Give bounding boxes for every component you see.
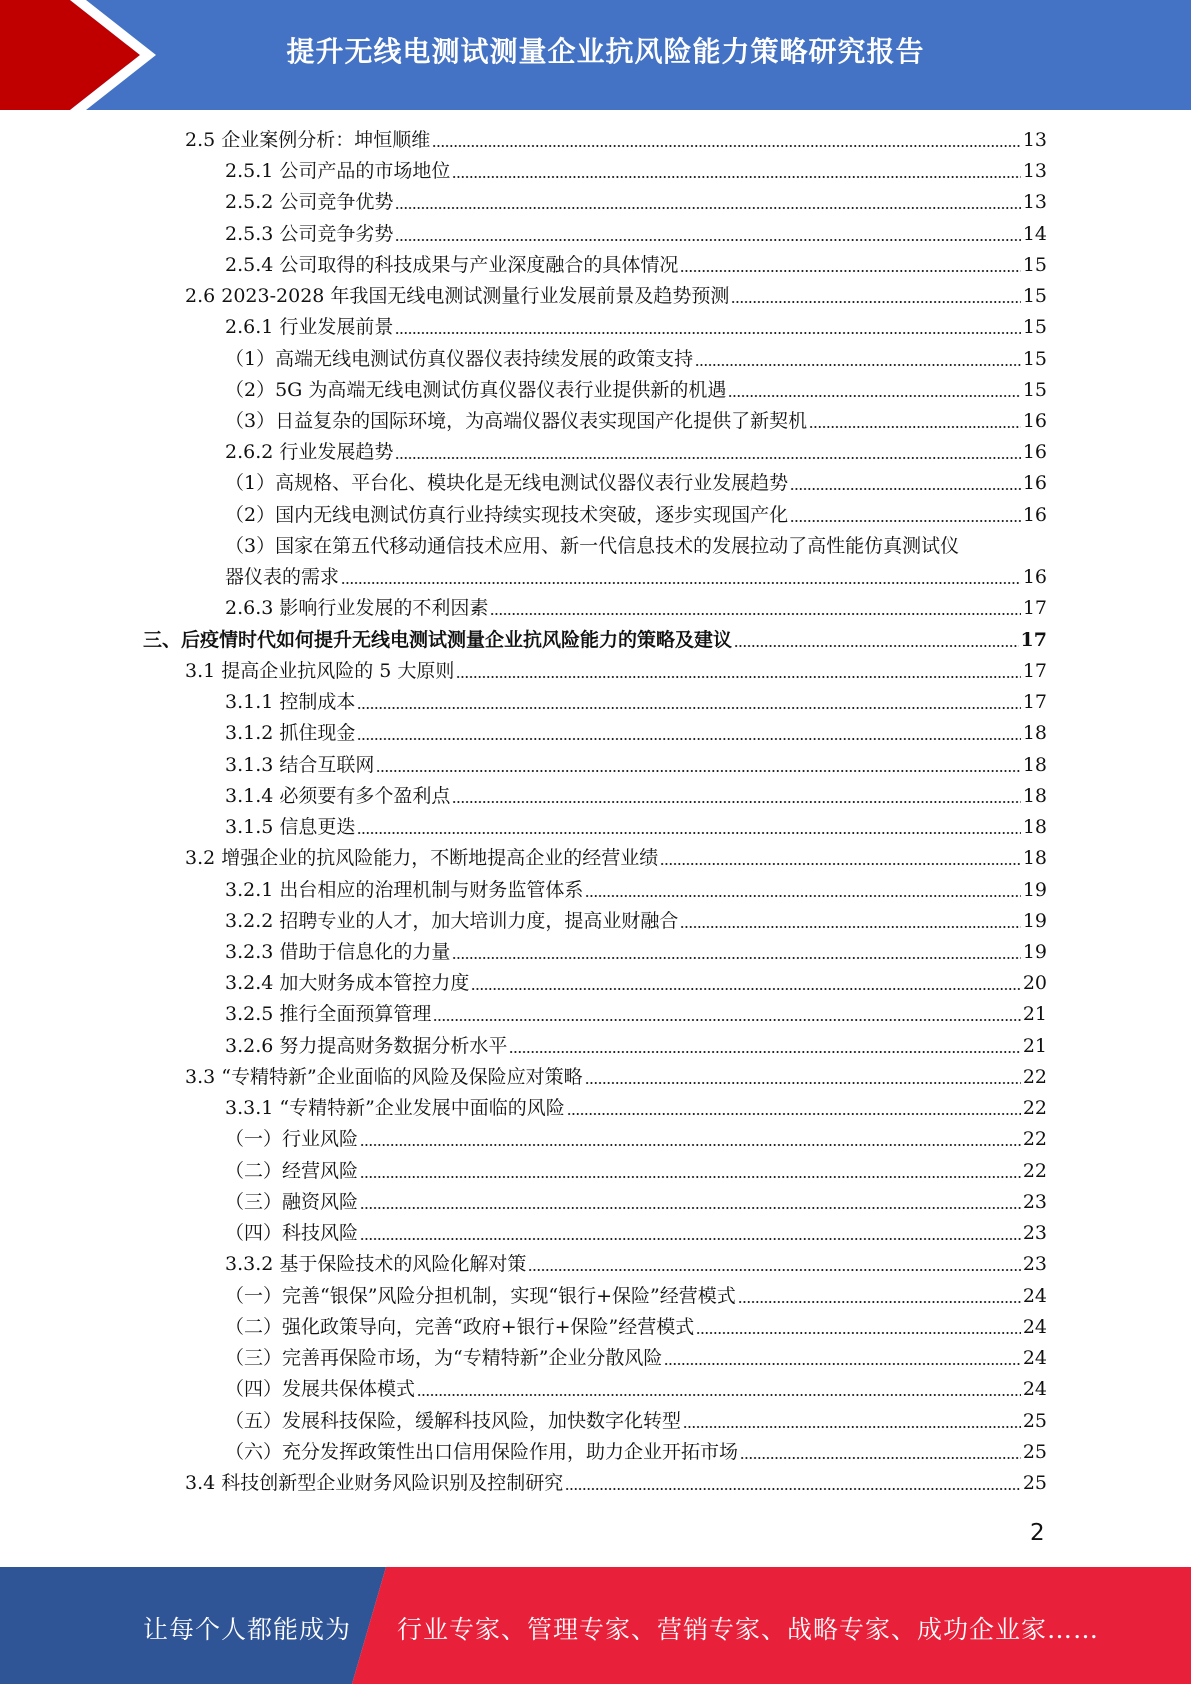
- toc-entry[interactable]: 3.2.2 招聘专业的人才，加大培训力度，提高业财融合 19: [225, 910, 1047, 932]
- toc-entry[interactable]: （一）完善“银保”风险分担机制，实现“银行+保险”经营模式 24: [225, 1285, 1047, 1307]
- toc-entry[interactable]: 3.1.3 结合互联网 18: [225, 754, 1047, 776]
- toc-entry[interactable]: 2.6 2023-2028 年我国无线电测试测量行业发展前景及趋势预测 15: [185, 285, 1047, 307]
- report-title: 提升无线电测试测量企业抗风险能力策略研究报告: [286, 35, 925, 68]
- footer-slogan-right: 行业专家、管理专家、营销专家、战略专家、成功企业家……: [397, 1615, 1100, 1644]
- toc-entry[interactable]: （3）日益复杂的国际环境，为高端仪器仪表实现国产化提供了新契机 16: [225, 410, 1047, 432]
- toc-entry[interactable]: 2.5.4 公司取得的科技成果与产业深度融合的具体情况 15: [225, 254, 1047, 276]
- toc-entry[interactable]: 3.2.4 加大财务成本管控力度 20: [225, 972, 1047, 994]
- page-number: 2: [1030, 1520, 1045, 1546]
- toc-entry[interactable]: 2.6.1 行业发展前景 15: [225, 316, 1047, 338]
- toc-entry[interactable]: （三）完善再保险市场，为“专精特新”企业分散风险 24: [225, 1347, 1047, 1369]
- toc-entry[interactable]: 2.5.1 公司产品的市场地位 13: [225, 160, 1047, 182]
- toc-entry[interactable]: 3.1 提高企业抗风险的 5 大原则 17: [185, 660, 1047, 682]
- toc-entry[interactable]: 3.1.2 抓住现金 18: [225, 722, 1047, 744]
- toc-entry[interactable]: 3.3.2 基于保险技术的风险化解对策 23: [225, 1253, 1047, 1275]
- toc-entry[interactable]: 2.6.3 影响行业发展的不利因素 17: [225, 597, 1047, 619]
- toc-entry[interactable]: 3.1.5 信息更迭 18: [225, 816, 1047, 838]
- toc-entry[interactable]: 3.2.1 出台相应的治理机制与财务监管体系 19: [225, 879, 1047, 901]
- toc-entry[interactable]: 2.5 企业案例分析：坤恒顺维 13: [185, 129, 1047, 151]
- page-header: [0, 0, 1191, 110]
- toc-entry[interactable]: 2.6.2 行业发展趋势 16: [225, 441, 1047, 463]
- toc-entry[interactable]: （二）强化政策导向，完善“政府+银行+保险”经营模式 24: [225, 1316, 1047, 1338]
- toc-entry[interactable]: 器仪表的需求 16: [225, 566, 1047, 588]
- toc-entry[interactable]: 2.5.2 公司竞争优势 13: [225, 191, 1047, 213]
- toc-entry[interactable]: 3.2.3 借助于信息化的力量 19: [225, 941, 1047, 963]
- toc-entry[interactable]: （一）行业风险 22: [225, 1128, 1047, 1150]
- footer-slogan-left: 让每个人都能成为: [143, 1615, 352, 1644]
- toc-entry[interactable]: （四）发展共保体模式 24: [225, 1378, 1047, 1400]
- toc-entry[interactable]: 3.4 科技创新型企业财务风险识别及控制研究 25: [185, 1472, 1047, 1494]
- toc-entry[interactable]: 3.2.5 推行全面预算管理 21: [225, 1003, 1047, 1025]
- toc-entry[interactable]: （六）充分发挥政策性出口信用保险作用，助力企业开拓市场 25: [225, 1441, 1047, 1463]
- toc-entry[interactable]: 3.1.4 必须要有多个盈利点 18: [225, 785, 1047, 807]
- toc-entry[interactable]: （1）高端无线电测试仿真仪器仪表持续发展的政策支持 15: [225, 348, 1047, 370]
- toc-entry-wrapped-line[interactable]: （3）国家在第五代移动通信技术应用、新一代信息技术的发展拉动了高性能仿真测试仪: [225, 535, 960, 557]
- toc-entry[interactable]: 3.2.6 努力提高财务数据分析水平 21: [225, 1035, 1047, 1057]
- toc-entry[interactable]: 3.3 “专精特新”企业面临的风险及保险应对策略 22: [185, 1066, 1047, 1088]
- toc-entry[interactable]: （二）经营风险 22: [225, 1160, 1047, 1182]
- toc-entry[interactable]: 3.1.1 控制成本 17: [225, 691, 1047, 713]
- toc-chapter-entry[interactable]: 三、后疫情时代如何提升无线电测试测量企业抗风险能力的策略及建议 17: [143, 629, 1047, 651]
- toc-entry[interactable]: 3.2 增强企业的抗风险能力，不断地提高企业的经营业绩 18: [185, 847, 1047, 869]
- toc-entry[interactable]: （五）发展科技保险，缓解科技风险，加快数字化转型 25: [225, 1410, 1047, 1432]
- page-footer: [0, 1567, 1191, 1684]
- toc-entry[interactable]: 2.5.3 公司竞争劣势 14: [225, 223, 1047, 245]
- toc-entry[interactable]: （2）国内无线电测试仿真行业持续实现技术突破，逐步实现国产化 16: [225, 504, 1047, 526]
- toc-entry[interactable]: （四）科技风险 23: [225, 1222, 1047, 1244]
- toc-entry[interactable]: （2）5G 为高端无线电测试仿真仪器仪表行业提供新的机遇 15: [225, 379, 1047, 401]
- toc-entry[interactable]: 3.3.1 “专精特新”企业发展中面临的风险 22: [225, 1097, 1047, 1119]
- toc-entry[interactable]: （三）融资风险 23: [225, 1191, 1047, 1213]
- toc-entry[interactable]: （1）高规格、平台化、模块化是无线电测试仪器仪表行业发展趋势 16: [225, 472, 1047, 494]
